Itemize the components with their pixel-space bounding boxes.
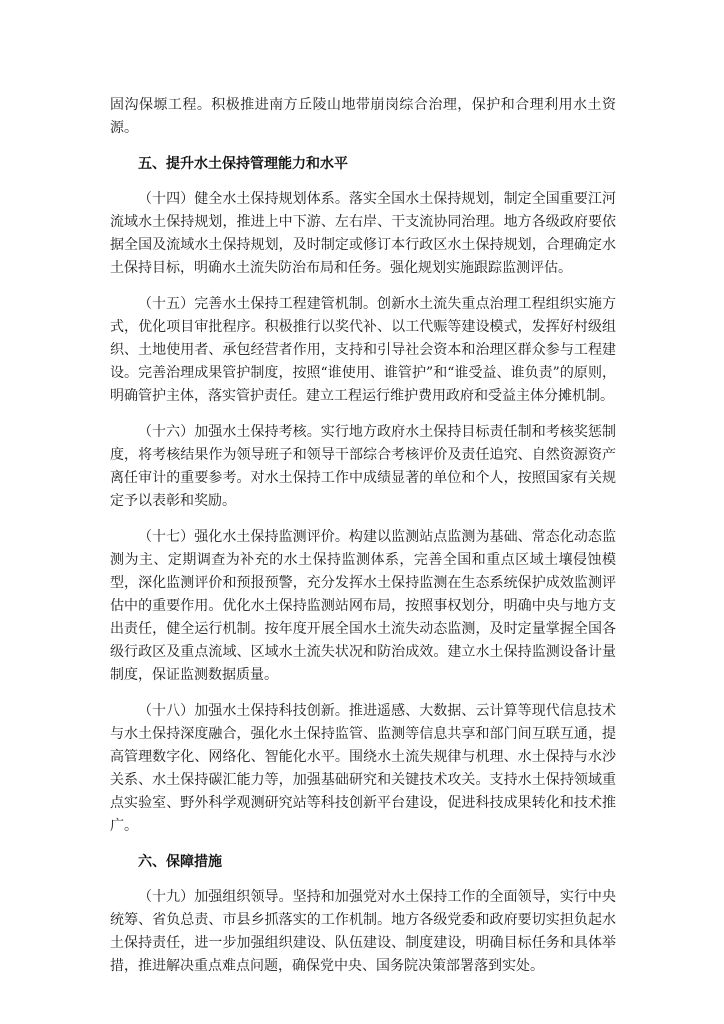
section-heading-5: 五、提升水土保持管理能力和水平 <box>138 156 348 172</box>
paragraph-continuation: 固沟保塬工程。积极推进南方丘陵山地带崩岗综合治理，保护和合理利用水土资源。 <box>110 97 616 136</box>
paragraph-15: （十五）完善水土保持工程建管机制。创新水土流失重点治理工程组织实施方式，优化项目审批程序。积极推行以奖代补、以工代赈等建设模式，发挥好村级组织、土地使用者、承包经营者作用，支持和引导社会资本和治理区群众参与工程建设。完善治理成果管护制度，按照“谁使用、谁管护”和“谁受益、谁负责”的原则，明确管护主体，落实管护责任。建立工程运行维护费用政府和受益主体分摊机制。 <box>110 296 616 404</box>
paragraph-17: （十七）强化水土保持监测评价。构建以监测站点监测为基础、常态化动态监测为主、定期调查为补充的水土保持监测体系，完善全国和重点区域土壤侵蚀模型，深化监测评价和预报预警，充分发挥水土保持监测在生态系统保护成效监测评估中的重要作用。优化水土保持监测站网布局，按照事权划分，明确中央与地方支出责任，健全运行机制。按年度开展全国水土流失动态监测，及时定量掌握全国各级行政区及重点流域、区域水土流失状况和防治成效。建立水土保持监测设备计量制度，保证监测数据质量。 <box>110 529 616 683</box>
section-heading-6: 六、保障措施 <box>138 854 222 870</box>
document-body <box>110 94 616 991</box>
paragraph-16: （十六）加强水土保持考核。实行地方政府水土保持目标责任制和考核奖惩制度，将考核结果作为领导班子和领导干部综合考核评价及责任追究、自然资源资产离任审计的重要参考。对水土保持工作中成绩显著的单位和个人，按照国家有关规定予以表彰和奖励。 <box>110 424 616 509</box>
paragraph-18: （十八）加强水土保持科技创新。推进遥感、大数据、云计算等现代信息技术与水土保持深度融合，强化水土保持监管、监测等信息共享和部门间互联互通，提高管理数字化、网络化、智能化水平。围绕水土流失规律与机理、水土保持与水沙关系、水土保持碳汇能力等，加强基础研究和关键技术攻关。支持水土保持领域重点实验室、野外科学观测研究站等科技创新平台建设，促进科技成果转化和技术推广。 <box>110 703 616 834</box>
paragraph-14: （十四）健全水土保持规划体系。落实全国水土保持规划，制定全国重要江河流域水土保持规划，推进上中下游、左右岸、干支流协同治理。地方各级政府要依据全国及流域水土保持规划，及时制定或修订本行政区水土保持规划，合理确定水土保持目标，明确水土流失防治布局和任务。强化规划实施跟踪监测评估。 <box>110 191 616 276</box>
paragraph-19: （十九）加强组织领导。坚持和加强党对水土保持工作的全面领导，实行中央统筹、省负总责、市县乡抓落实的工作机制。地方各级党委和政府要切实担负起水土保持责任，进一步加强组织建设、队伍建设、制度建设，明确目标任务和具体举措，推进解决重点难点问题，确保党中央、国务院决策部署落到实处。 <box>110 889 616 974</box>
